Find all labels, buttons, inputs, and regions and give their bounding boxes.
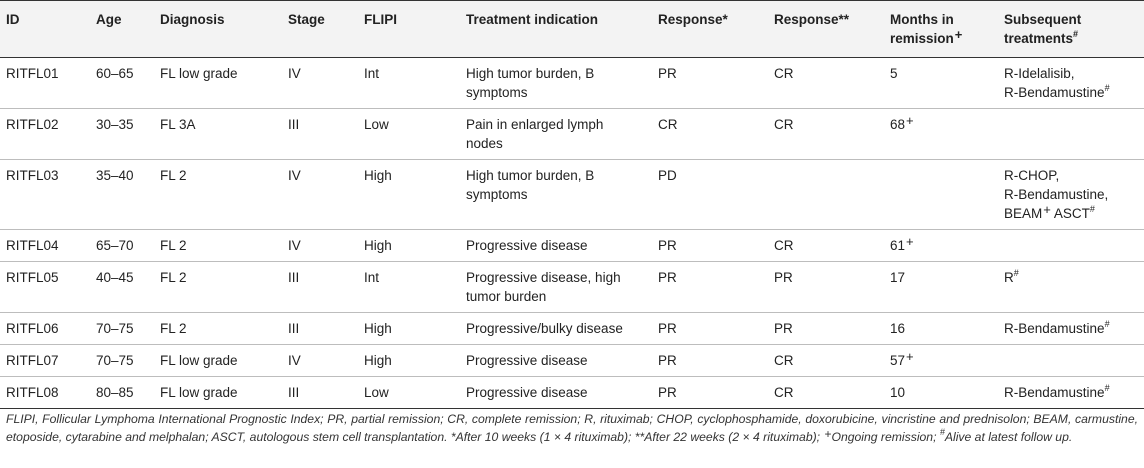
treatment-mark: # xyxy=(1104,318,1110,329)
cell-diagnosis: FL low grade xyxy=(160,377,288,409)
cell-flipi: Low xyxy=(364,377,466,409)
cell-id: RITFL06 xyxy=(0,313,96,345)
header-subsequent-line2: treatments xyxy=(1004,31,1074,46)
table-row xyxy=(0,377,1144,409)
table-row xyxy=(0,345,1144,377)
header-response-2: Response** xyxy=(774,1,890,58)
months-value: 16 xyxy=(890,321,906,336)
header-stage: Stage xyxy=(288,1,364,58)
cell-diagnosis: FL 2 xyxy=(160,262,288,313)
indication-line: High tumor burden, B xyxy=(466,168,595,183)
cell-diagnosis: FL 2 xyxy=(160,313,288,345)
cell-stage: III xyxy=(288,262,364,313)
cell-id: RITFL07 xyxy=(0,345,96,377)
cell-flipi: High xyxy=(364,345,466,377)
months-value: 10 xyxy=(890,385,906,400)
header-months-line1: Months in xyxy=(890,12,954,27)
treatment-text: R-Bendamustine xyxy=(1004,385,1105,400)
indication-line: symptoms xyxy=(466,85,528,100)
table-row xyxy=(0,262,1144,313)
cell-stage: IV xyxy=(288,230,364,262)
cell-id: RITFL01 xyxy=(0,58,96,109)
months-value: 68 xyxy=(890,117,906,132)
cell-diagnosis: FL 2 xyxy=(160,230,288,262)
footnote-plus-mark: + xyxy=(824,427,832,441)
months-mark: + xyxy=(906,234,914,249)
cell-response-1: PR xyxy=(658,377,774,409)
cell-response-2: CR xyxy=(774,109,890,160)
indication-line: Progressive disease, high xyxy=(466,270,621,285)
indication-line: High tumor burden, B xyxy=(466,66,595,81)
footnote-ongoing: Ongoing remission; xyxy=(831,430,937,444)
cell-age: 70–75 xyxy=(96,345,160,377)
cell-id: RITFL02 xyxy=(0,109,96,160)
header-id: ID xyxy=(0,1,96,58)
cell-months xyxy=(890,377,1004,409)
cell-diagnosis: FL low grade xyxy=(160,345,288,377)
cell-flipi: Low xyxy=(364,109,466,160)
treatment-text: BEAM xyxy=(1004,206,1043,221)
treatment-mark: + xyxy=(1043,202,1051,217)
table-row xyxy=(0,160,1144,230)
treatment-text: R-CHOP, xyxy=(1004,168,1060,183)
treatment-mark: # xyxy=(1013,267,1019,278)
cell-months xyxy=(890,262,1004,313)
cell-age: 30–35 xyxy=(96,109,160,160)
cell-age: 60–65 xyxy=(96,58,160,109)
cell-diagnosis: FL low grade xyxy=(160,58,288,109)
cell-age: 35–40 xyxy=(96,160,160,230)
header-subsequent xyxy=(1004,1,1144,58)
footnote-main: FLIPI, Follicular Lymphoma International Prognostic Index; PR, partial remission; CR, complete remission; R, rituximab; CHOP, cyclophosphamide, doxorubicine, vincristine and prednisolon; BEAM, carmustine, etoposide, cytarabine and melphalan; ASCT, autologous stem cell transplantation. *After 10 weeks (1 × 4 rituximab); **After 22 weeks (2 × 4 rituximab); xyxy=(6,412,1138,444)
cell-stage: IV xyxy=(288,58,364,109)
cell-months xyxy=(890,313,1004,345)
cell-id: RITFL05 xyxy=(0,262,96,313)
months-value: 61 xyxy=(890,238,906,253)
treatment-mark: # xyxy=(1089,203,1095,214)
indication-line: symptoms xyxy=(466,187,528,202)
cell-subsequent xyxy=(1004,262,1144,313)
cell-subsequent xyxy=(1004,345,1144,377)
cell-flipi: High xyxy=(364,313,466,345)
table-row xyxy=(0,109,1144,160)
months-value: 5 xyxy=(890,66,898,81)
indication-line: nodes xyxy=(466,136,503,151)
header-response-1: Response* xyxy=(658,1,774,58)
cell-months xyxy=(890,230,1004,262)
cell-stage: III xyxy=(288,377,364,409)
cell-stage: III xyxy=(288,109,364,160)
treatment-text: R-Idelalisib, xyxy=(1004,66,1075,81)
cell-response-1: PR xyxy=(658,230,774,262)
cell-age: 40–45 xyxy=(96,262,160,313)
cell-response-2: CR xyxy=(774,345,890,377)
table-row xyxy=(0,58,1144,109)
table-row xyxy=(0,313,1144,345)
cell-subsequent xyxy=(1004,160,1144,230)
treatment-text: R-Bendamustine xyxy=(1004,85,1105,100)
cell-response-2 xyxy=(774,160,890,230)
treatment-mark: # xyxy=(1104,82,1110,93)
header-indication: Treatment indication xyxy=(466,1,658,58)
months-value: 57 xyxy=(890,353,906,368)
cell-indication xyxy=(466,262,658,313)
treatment-text: ASCT xyxy=(1050,206,1090,221)
cell-response-1: PR xyxy=(658,345,774,377)
header-flipi: FLIPI xyxy=(364,1,466,58)
cell-months xyxy=(890,345,1004,377)
cell-indication xyxy=(466,377,658,409)
treatment-mark: # xyxy=(1104,382,1110,393)
header-months-line2: remission xyxy=(890,31,954,46)
cell-subsequent xyxy=(1004,313,1144,345)
cell-indication xyxy=(466,230,658,262)
indication-line: Progressive disease xyxy=(466,238,588,253)
cell-response-2: CR xyxy=(774,58,890,109)
table-row xyxy=(0,230,1144,262)
treatment-text: R-Bendamustine, xyxy=(1004,187,1109,202)
cell-flipi: Int xyxy=(364,262,466,313)
cell-months xyxy=(890,160,1004,230)
header-diagnosis: Diagnosis xyxy=(160,1,288,58)
cell-indication xyxy=(466,160,658,230)
header-subsequent-mark: # xyxy=(1073,28,1079,39)
indication-line: Progressive/bulky disease xyxy=(466,321,623,336)
cell-id: RITFL03 xyxy=(0,160,96,230)
cell-subsequent xyxy=(1004,109,1144,160)
cell-id: RITFL08 xyxy=(0,377,96,409)
cell-stage: IV xyxy=(288,345,364,377)
indication-line: Progressive disease xyxy=(466,353,588,368)
table-footnote xyxy=(6,410,1138,446)
cell-flipi: High xyxy=(364,160,466,230)
cell-subsequent xyxy=(1004,230,1144,262)
treatment-text: R-Bendamustine xyxy=(1004,321,1105,336)
cell-indication xyxy=(466,313,658,345)
header-months xyxy=(890,1,1004,58)
table-body xyxy=(0,58,1144,409)
months-mark: + xyxy=(906,113,914,128)
cell-age: 70–75 xyxy=(96,313,160,345)
cell-indication xyxy=(466,109,658,160)
indication-line: Progressive disease xyxy=(466,385,588,400)
months-value: 17 xyxy=(890,270,906,285)
cell-months xyxy=(890,58,1004,109)
cell-age: 80–85 xyxy=(96,377,160,409)
indication-line: Pain in enlarged lymph xyxy=(466,117,604,132)
cell-age: 65–70 xyxy=(96,230,160,262)
cell-subsequent xyxy=(1004,377,1144,409)
header-months-mark: + xyxy=(954,27,963,42)
cell-response-1: PR xyxy=(658,262,774,313)
cell-indication xyxy=(466,345,658,377)
cell-stage: III xyxy=(288,313,364,345)
cell-response-1: PR xyxy=(658,313,774,345)
cell-months xyxy=(890,109,1004,160)
cell-response-2: CR xyxy=(774,377,890,409)
cell-response-2: PR xyxy=(774,262,890,313)
cell-id: RITFL04 xyxy=(0,230,96,262)
cell-response-1: CR xyxy=(658,109,774,160)
cell-response-2: CR xyxy=(774,230,890,262)
header-subsequent-line1: Subsequent xyxy=(1004,12,1082,27)
footnote-hash-mark: # xyxy=(939,426,945,437)
cell-flipi: Int xyxy=(364,58,466,109)
footnote-alive: Alive at latest follow up. xyxy=(944,430,1073,444)
header-age: Age xyxy=(96,1,160,58)
cell-indication xyxy=(466,58,658,109)
table-header-row xyxy=(0,1,1144,58)
cell-flipi: High xyxy=(364,230,466,262)
cell-response-1: PD xyxy=(658,160,774,230)
cell-diagnosis: FL 3A xyxy=(160,109,288,160)
cell-diagnosis: FL 2 xyxy=(160,160,288,230)
cell-response-2: PR xyxy=(774,313,890,345)
indication-line: tumor burden xyxy=(466,289,547,304)
cell-subsequent xyxy=(1004,58,1144,109)
cell-response-1: PR xyxy=(658,58,774,109)
cell-stage: IV xyxy=(288,160,364,230)
months-mark: + xyxy=(906,349,914,364)
treatment-text: R xyxy=(1004,270,1014,285)
